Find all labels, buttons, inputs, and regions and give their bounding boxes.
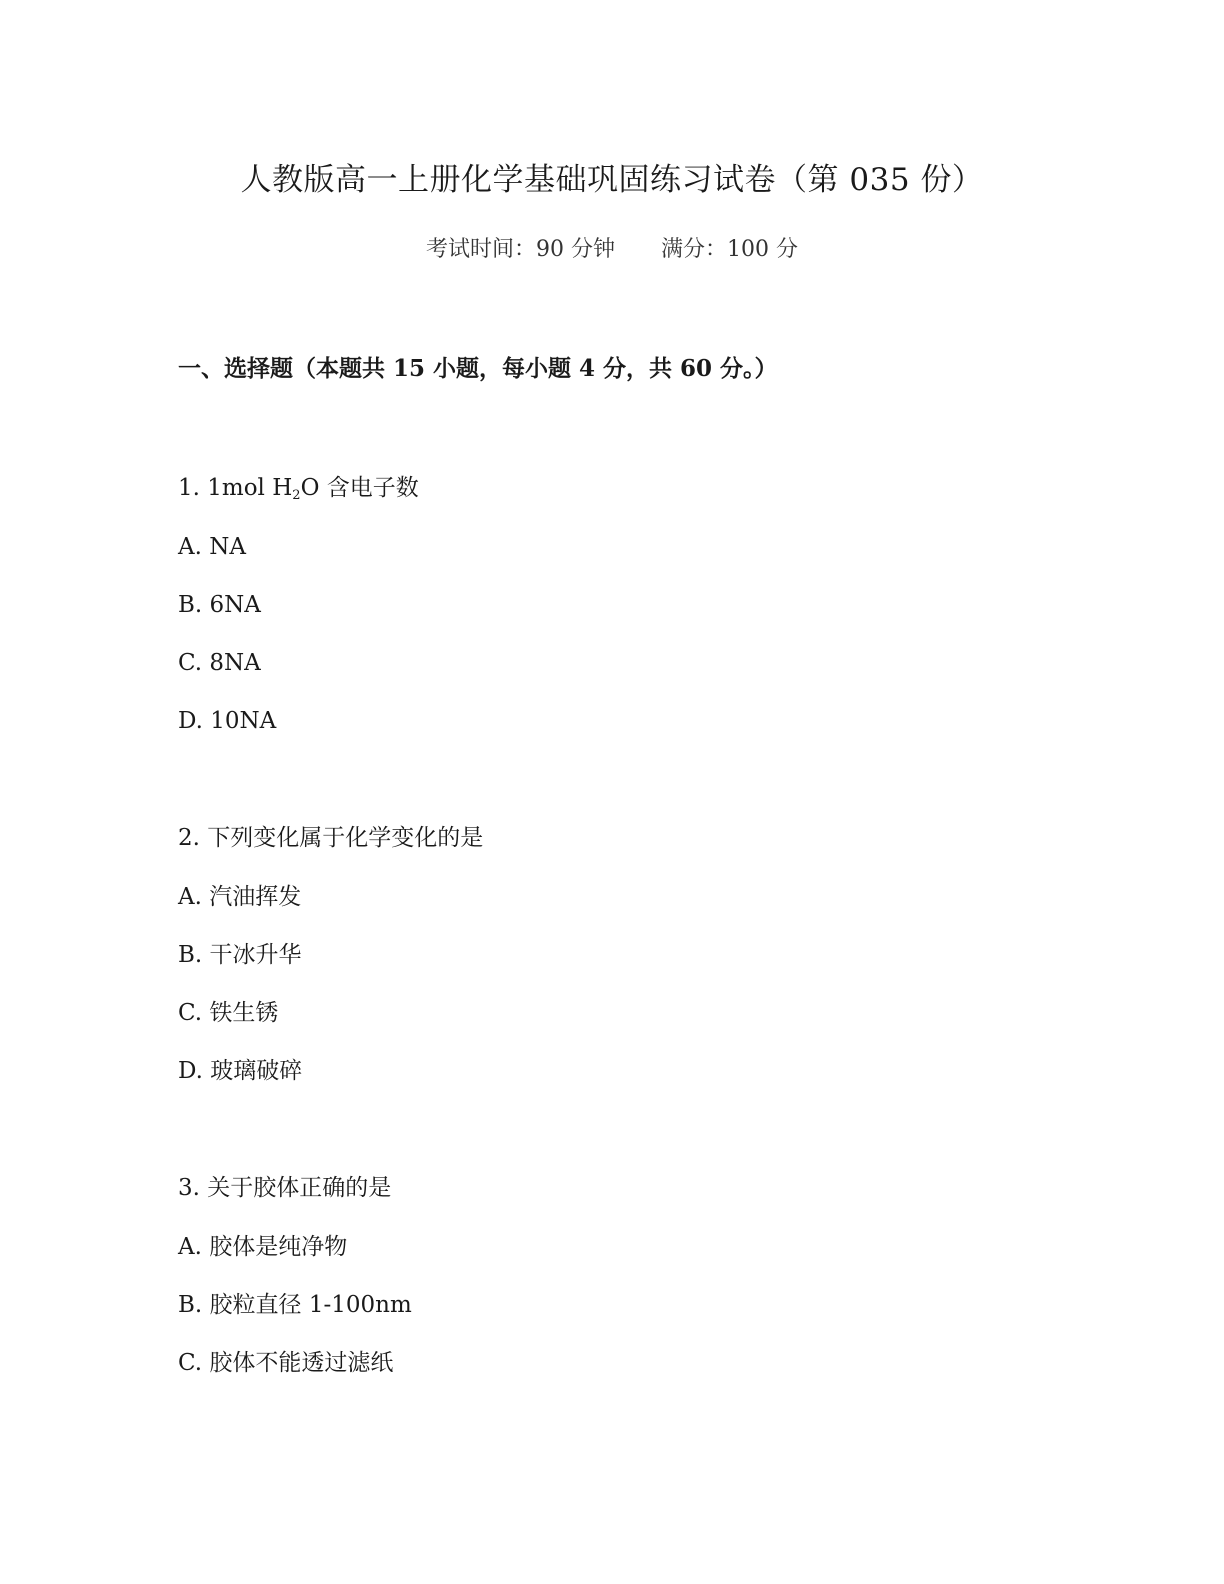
question-1-option-a: A. NA — [178, 534, 246, 560]
question-1-option-c: C. 8NA — [178, 650, 261, 676]
question-1-stem-prefix: 1. 1mol H — [178, 475, 293, 501]
section-heading: 一、选择题（本题共 15 小题，每小题 4 分，共 60 分。） — [178, 355, 778, 382]
exam-time: 考试时间：90 分钟 — [426, 237, 615, 262]
question-3-stem: 3. 关于胶体正确的是 — [178, 1175, 392, 1201]
question-3-option-c: C. 胶体不能透过滤纸 — [178, 1350, 394, 1376]
question-2-stem: 2. 下列变化属于化学变化的是 — [178, 825, 484, 851]
question-2-option-a: A. 汽油挥发 — [178, 884, 302, 910]
question-2-option-c: C. 铁生锈 — [178, 1000, 279, 1026]
question-1-stem-suffix: O 含电子数 — [300, 475, 419, 501]
question-2-option-d: D. 玻璃破碎 — [178, 1058, 303, 1084]
page-title: 人教版高一上册化学基础巩固练习试卷（第 035 份） — [240, 162, 984, 198]
question-1-stem — [178, 470, 419, 514]
question-1-stem-subscript: 2 — [292, 488, 301, 503]
question-1-option-b: B. 6NA — [178, 592, 261, 618]
question-1-option-d: D. 10NA — [178, 708, 277, 734]
exam-info — [0, 233, 1224, 267]
question-3-option-a: A. 胶体是纯净物 — [178, 1234, 348, 1260]
question-3-option-b: B. 胶粒直径 1-100nm — [178, 1292, 412, 1318]
question-2-option-b: B. 干冰升华 — [178, 942, 302, 968]
exam-score: 满分：100 分 — [661, 237, 798, 262]
